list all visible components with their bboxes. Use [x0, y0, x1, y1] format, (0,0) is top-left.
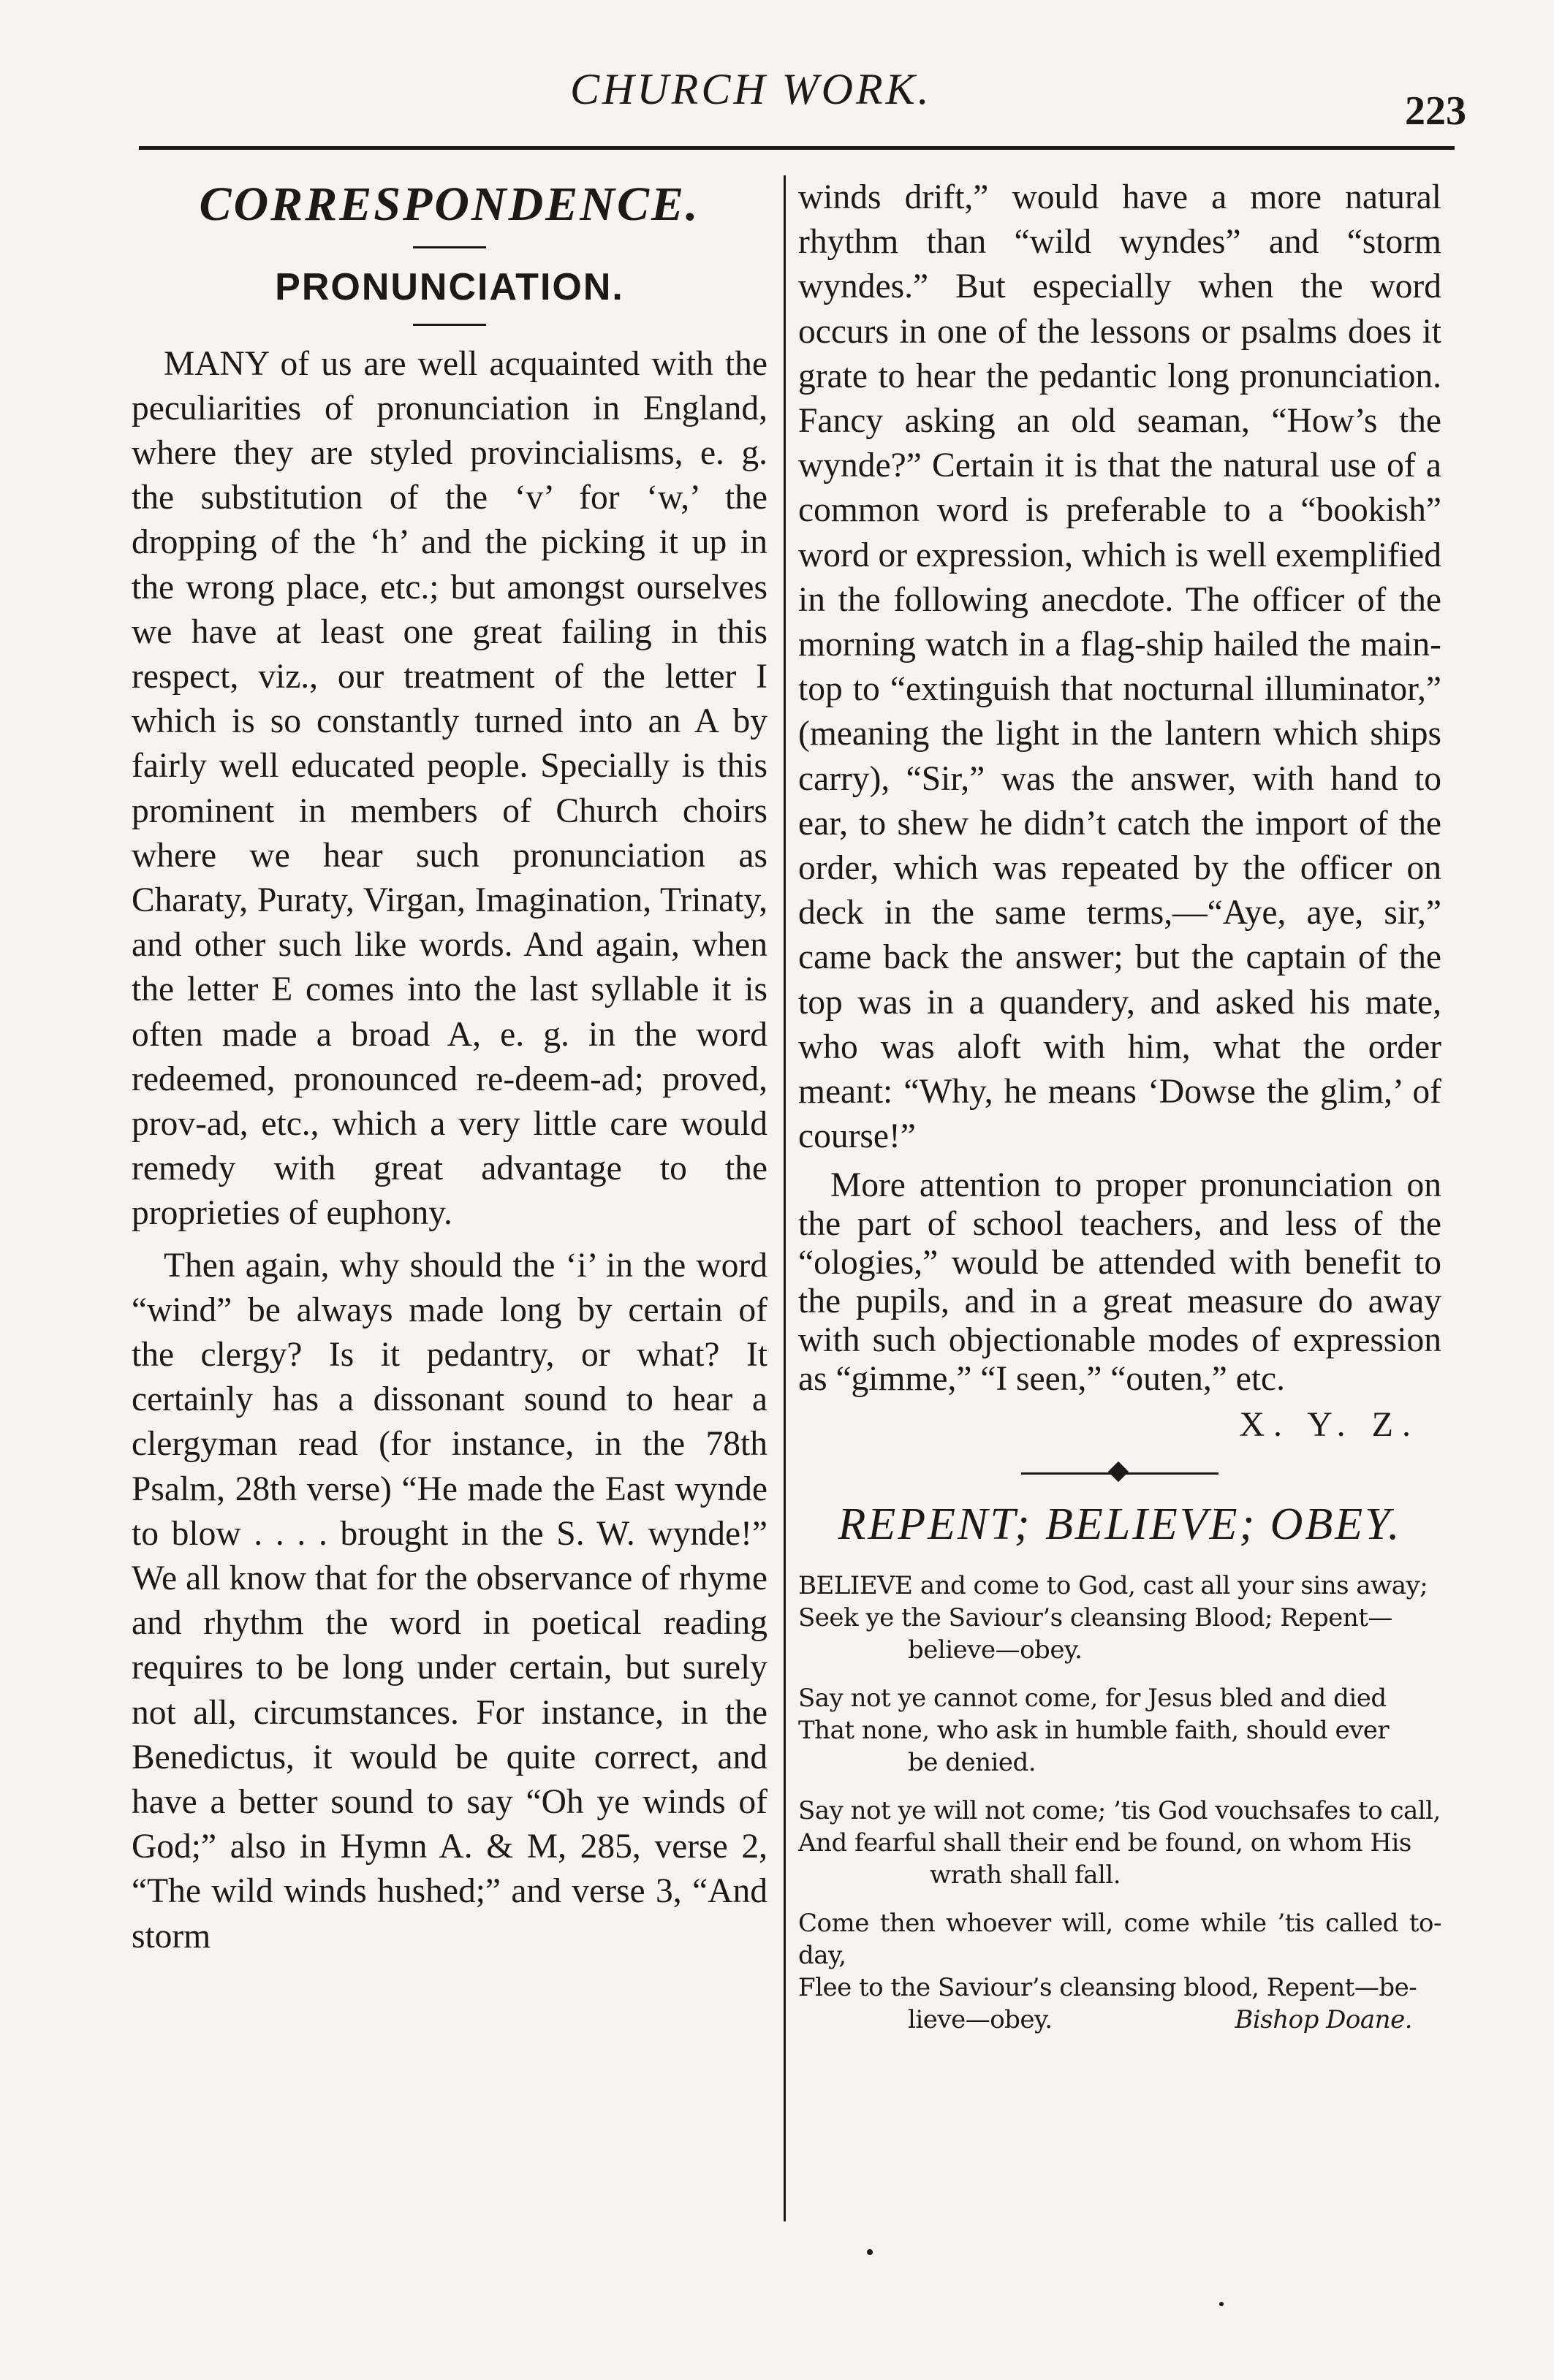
- poem-stanza: [798, 1795, 1441, 1891]
- diamond-icon: [1108, 1461, 1129, 1482]
- left-column: [132, 175, 767, 1959]
- poem-line: Say not ye cannot come, for Jesus bled and died: [798, 1683, 1387, 1713]
- signature: X. Y. Z.: [1239, 1405, 1420, 1445]
- poem-line: Flee to the Saviour’s cleansing blood, Repent—be-: [798, 1972, 1417, 2002]
- poem-stanza: [798, 1570, 1441, 1666]
- print-speck: [867, 2249, 873, 2255]
- poem-line: And fearful shall their end be found, on whom His: [798, 1828, 1411, 1858]
- poem-line-last: [798, 2004, 1441, 2036]
- poem-line: believe—obey.: [908, 1635, 1083, 1665]
- section-ornament: [1021, 1462, 1218, 1484]
- poem-line: That none, who ask in humble faith, should ever: [798, 1715, 1390, 1745]
- running-head: CHURCH WORK.: [570, 65, 932, 113]
- poem-line: be denied.: [908, 1747, 1036, 1777]
- paragraph-3: winds drift,” would have a more natural rhythm than “wild wyndes” and “storm wyndes.” But especially when the word occurs in one of the lessons or psalms does it grate to hear the pedantic long pronunciation. Fancy asking an old seaman, “How’s the wynde?” Certain it is that the natural use of a common word is preferable to a “bookish” word or expression, which is well exemplified in the following anecdote. The officer of the morning watch in a flag-ship hailed the main-top to “extinguish that nocturnal illuminator,” (meaning the light in the lantern which ships carry), “Sir,” was the answer, with hand to ear, to shew he didn’t catch the import of the order, which was repeated by the officer on deck in the same terms,—“Aye, aye, sir,” came back the answer; but the captain of the top was in a quandery, and asked his mate, who was aloft with him, what the order meant: “Why, he means ‘Dowse the glim,’ of course!”: [798, 178, 1441, 1156]
- poem-stanza: [798, 1682, 1441, 1779]
- poem-title: REPENT; BELIEVE; OBEY.: [838, 1499, 1402, 1550]
- paragraph-2: Then again, why should the ‘i’ in the word “wind” be always made long by certain of the clergy? Is it pedantry, or what? It certainly has a dissonant sound to hear a clergyman read (for instance, in the 78th Psalm, 28th verse) “He made the East wynde to blow . . . . brought in the S. W. wynde!” We all know that for the observance of rhyme and rhythm the word in poetical reading requires to be long under certain, but surely not all, circumstances. For instance, in the Benedictus, it would be quite correct, and have a better sound to say “Oh ye winds of God;” also in Hymn A. & M, 285, verse 2, “The wild winds hushed;” and verse 3, “And storm: [132, 1246, 767, 1955]
- print-speck: [1219, 2302, 1224, 2306]
- right-column: [798, 175, 1441, 2052]
- poem-line: Say not ye will not come; ’tis God vouchsafes to call,: [798, 1795, 1441, 1825]
- poem-line: BELIEVE and come to God, cast all your sins away;: [798, 1570, 1428, 1600]
- subheading-rule: [413, 324, 486, 326]
- section-heading: CORRESPONDENCE.: [199, 178, 700, 231]
- poem-credit: Bishop Doane.: [1235, 2004, 1412, 2034]
- poem-line: wrath shall fall.: [930, 1860, 1121, 1890]
- paragraph-1: MANY of us are well acquainted with the peculiarities of pronunciation in England, where they are styled provincialisms, e. g. the substitution of the ‘v’ for ‘w,’ the dropping of the ‘h’ and the picking it up in the wrong place, etc.; but amongst ourselves we have at least one great failing in this respect, viz., our treatment of the letter I which is so constantly turned into an A by fairly well educated people. Specially is this prominent in members of Church choirs where we hear such pronunciation as Charaty, Puraty, Virgan, Imagination, Trinaty, and other such like words. And again, when the letter E comes into the last syllable it is often made a broad A, e. g. in the word redeemed, pronounced re-deem-ad; proved, prov-ad, etc., which a very little care would remedy with great advantage to the proprieties of euphony.: [132, 344, 767, 1233]
- paragraph-4: More attention to proper pronunciation on the part of school teachers, and less of the “ologies,” would be attended with benefit to the pupils, and in a great measure do away with such objectionable modes of expression as “gimme,” “I seen,” “outen,” etc.: [798, 1166, 1441, 1399]
- poem-line: lieve—obey.: [908, 2004, 1053, 2034]
- heading-rule: [413, 246, 486, 248]
- header-rule: [139, 146, 1455, 150]
- column-divider: [784, 175, 786, 2221]
- poem-stanza: [798, 1907, 1441, 2036]
- page-number: 223: [1405, 88, 1466, 134]
- poem-line: Come then whoever will, come while ’tis called to-day,: [798, 1908, 1441, 1970]
- article-subheading: PRONUNCIATION.: [275, 266, 624, 309]
- poem-line: Seek ye the Saviour’s cleansing Blood; Repent—: [798, 1602, 1392, 1632]
